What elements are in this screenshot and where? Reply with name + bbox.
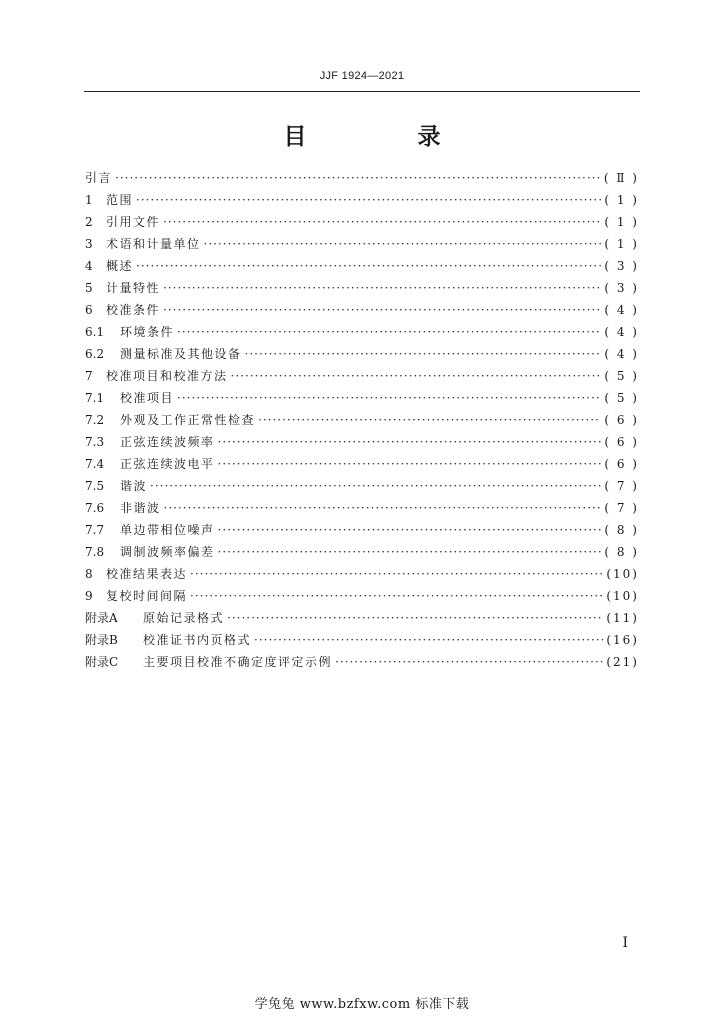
toc-num: 7.5 [85, 479, 105, 493]
toc-label: 原始记录格式 [143, 611, 225, 625]
toc-num: 7.3 [85, 435, 105, 449]
toc-num: 附录B [85, 633, 118, 647]
toc-entry-7-6[interactable] [85, 497, 639, 519]
toc-page: ( 8 ) [604, 523, 639, 537]
toc-label: 校准项目和校准方法 [106, 369, 228, 383]
toc-num: 6.1 [85, 325, 105, 339]
toc-page: (10) [606, 567, 639, 581]
toc-page: (16) [606, 633, 639, 647]
toc-leader [177, 321, 601, 343]
toc-label: 校准证书内页格式 [143, 633, 252, 647]
toc-leader [218, 541, 602, 563]
toc-num: 9 [85, 589, 93, 603]
toc-leader [164, 497, 602, 519]
toc-label: 校准条件 [106, 303, 161, 317]
toc-leader [227, 607, 603, 629]
toc-entry-7-8[interactable] [85, 541, 639, 563]
toc-entry-7[interactable] [85, 365, 639, 387]
toc-leader [190, 585, 603, 607]
toc-label: 测量标准及其他设备 [120, 347, 242, 361]
toc-label: 校准项目 [120, 391, 175, 405]
toc-leader [335, 651, 603, 673]
toc-label: 外观及工作正常性检查 [120, 413, 256, 427]
toc-page: ( 4 ) [604, 347, 639, 361]
toc-entry-1[interactable] [85, 189, 639, 211]
toc-num: 附录C [85, 655, 119, 669]
toc-num: 附录A [85, 611, 118, 625]
toc-page: ( 6 ) [604, 413, 639, 427]
toc-label: 正弦连续波电平 [120, 457, 215, 471]
toc-leader [218, 431, 602, 453]
toc-entry-7-5[interactable] [85, 475, 639, 497]
toc-label: 计量特性 [106, 281, 161, 295]
toc-page: (10) [606, 589, 639, 603]
toc-label: 谐波 [120, 479, 148, 493]
toc-page: ( 1 ) [604, 193, 639, 207]
toc-leader [177, 387, 601, 409]
toc-list [85, 167, 639, 673]
toc-leader [231, 365, 602, 387]
toc-num: 1 [85, 193, 93, 207]
page-number: I [622, 935, 628, 951]
toc-leader [190, 563, 603, 585]
toc-label: 引用文件 [106, 215, 161, 229]
toc-page: (11) [606, 611, 639, 625]
toc-label: 复校时间间隔 [106, 589, 188, 603]
toc-leader [115, 167, 601, 189]
toc-leader [163, 299, 601, 321]
toc-leader [163, 211, 601, 233]
toc-label: 概述 [106, 259, 134, 273]
toc-page: ( 5 ) [604, 369, 639, 383]
toc-num: 6.2 [85, 347, 105, 361]
toc-num: 7.4 [85, 457, 105, 471]
toc-label: 单边带相位噪声 [120, 523, 215, 537]
toc-entry-appendix-c[interactable] [85, 651, 639, 673]
toc-page: ( 1 ) [604, 215, 639, 229]
toc-entry-2[interactable] [85, 211, 639, 233]
toc-page: ( 6 ) [604, 435, 639, 449]
toc-title: 目 录 [283, 124, 485, 150]
toc-entry-6-2[interactable] [85, 343, 639, 365]
toc-leader [163, 277, 601, 299]
toc-entry-7-2[interactable] [85, 409, 639, 431]
standard-code: JJF 1924—2021 [319, 70, 405, 82]
toc-leader [136, 255, 601, 277]
toc-entry-3[interactable] [85, 233, 639, 255]
toc-label: 术语和计量单位 [106, 237, 201, 251]
toc-label: 范围 [106, 193, 134, 207]
toc-page: ( 7 ) [604, 501, 639, 515]
toc-entry-4[interactable] [85, 255, 639, 277]
toc-num: 3 [85, 237, 93, 251]
toc-num: 2 [85, 215, 93, 229]
toc-page: ( 3 ) [604, 259, 639, 273]
toc-label: 正弦连续波频率 [120, 435, 215, 449]
toc-page: ( 7 ) [604, 479, 639, 493]
toc-label: 非谐波 [120, 501, 161, 515]
toc-num: 7.2 [85, 413, 105, 427]
toc-page: ( 8 ) [604, 545, 639, 559]
toc-leader [136, 189, 601, 211]
toc-page: ( 3 ) [604, 281, 639, 295]
toc-page: ( 4 ) [604, 325, 639, 339]
toc-num: 7.8 [85, 545, 105, 559]
toc-leader [204, 233, 602, 255]
toc-page: ( 1 ) [604, 237, 639, 251]
toc-num: 8 [85, 567, 93, 581]
toc-entry-7-3[interactable] [85, 431, 639, 453]
toc-page: (21) [606, 655, 639, 669]
toc-entry-7-4[interactable] [85, 453, 639, 475]
toc-entry-8[interactable] [85, 563, 639, 585]
toc-entry-intro[interactable] [85, 167, 639, 189]
toc-num: 7.1 [85, 391, 105, 405]
toc-label: 调制波频率偏差 [120, 545, 215, 559]
toc-entry-5[interactable] [85, 277, 639, 299]
toc-leader [245, 343, 602, 365]
toc-leader [258, 409, 601, 431]
toc-entry-9[interactable] [85, 585, 639, 607]
header-rule [84, 91, 640, 92]
toc-page: ( 6 ) [604, 457, 639, 471]
toc-num: 7.6 [85, 501, 105, 515]
toc-label: 环境条件 [120, 325, 175, 339]
toc-entry-6-1[interactable] [85, 321, 639, 343]
toc-num: 6 [85, 303, 93, 317]
toc-num: 4 [85, 259, 93, 273]
toc-entry-7-1[interactable] [85, 387, 639, 409]
toc-leader [218, 519, 602, 541]
toc-leader [150, 475, 601, 497]
toc-leader [254, 629, 603, 651]
toc-label: 引言 [85, 171, 113, 185]
toc-page: ( 4 ) [604, 303, 639, 317]
toc-label: 主要项目校准不确定度评定示例 [143, 655, 333, 669]
toc-entry-7-7[interactable] [85, 519, 639, 541]
toc-entry-6[interactable] [85, 299, 639, 321]
footer-watermark: 学兔兔 www.bzfxw.com 标准下载 [254, 997, 470, 1012]
toc-num: 5 [85, 281, 93, 295]
toc-page: ( Ⅱ ) [603, 171, 639, 185]
toc-num: 7 [85, 369, 93, 383]
toc-leader [218, 453, 602, 475]
toc-entry-appendix-a[interactable] [85, 607, 639, 629]
toc-page: ( 5 ) [604, 391, 639, 405]
toc-label: 校准结果表达 [106, 567, 188, 581]
toc-num: 7.7 [85, 523, 105, 537]
toc-entry-appendix-b[interactable] [85, 629, 639, 651]
